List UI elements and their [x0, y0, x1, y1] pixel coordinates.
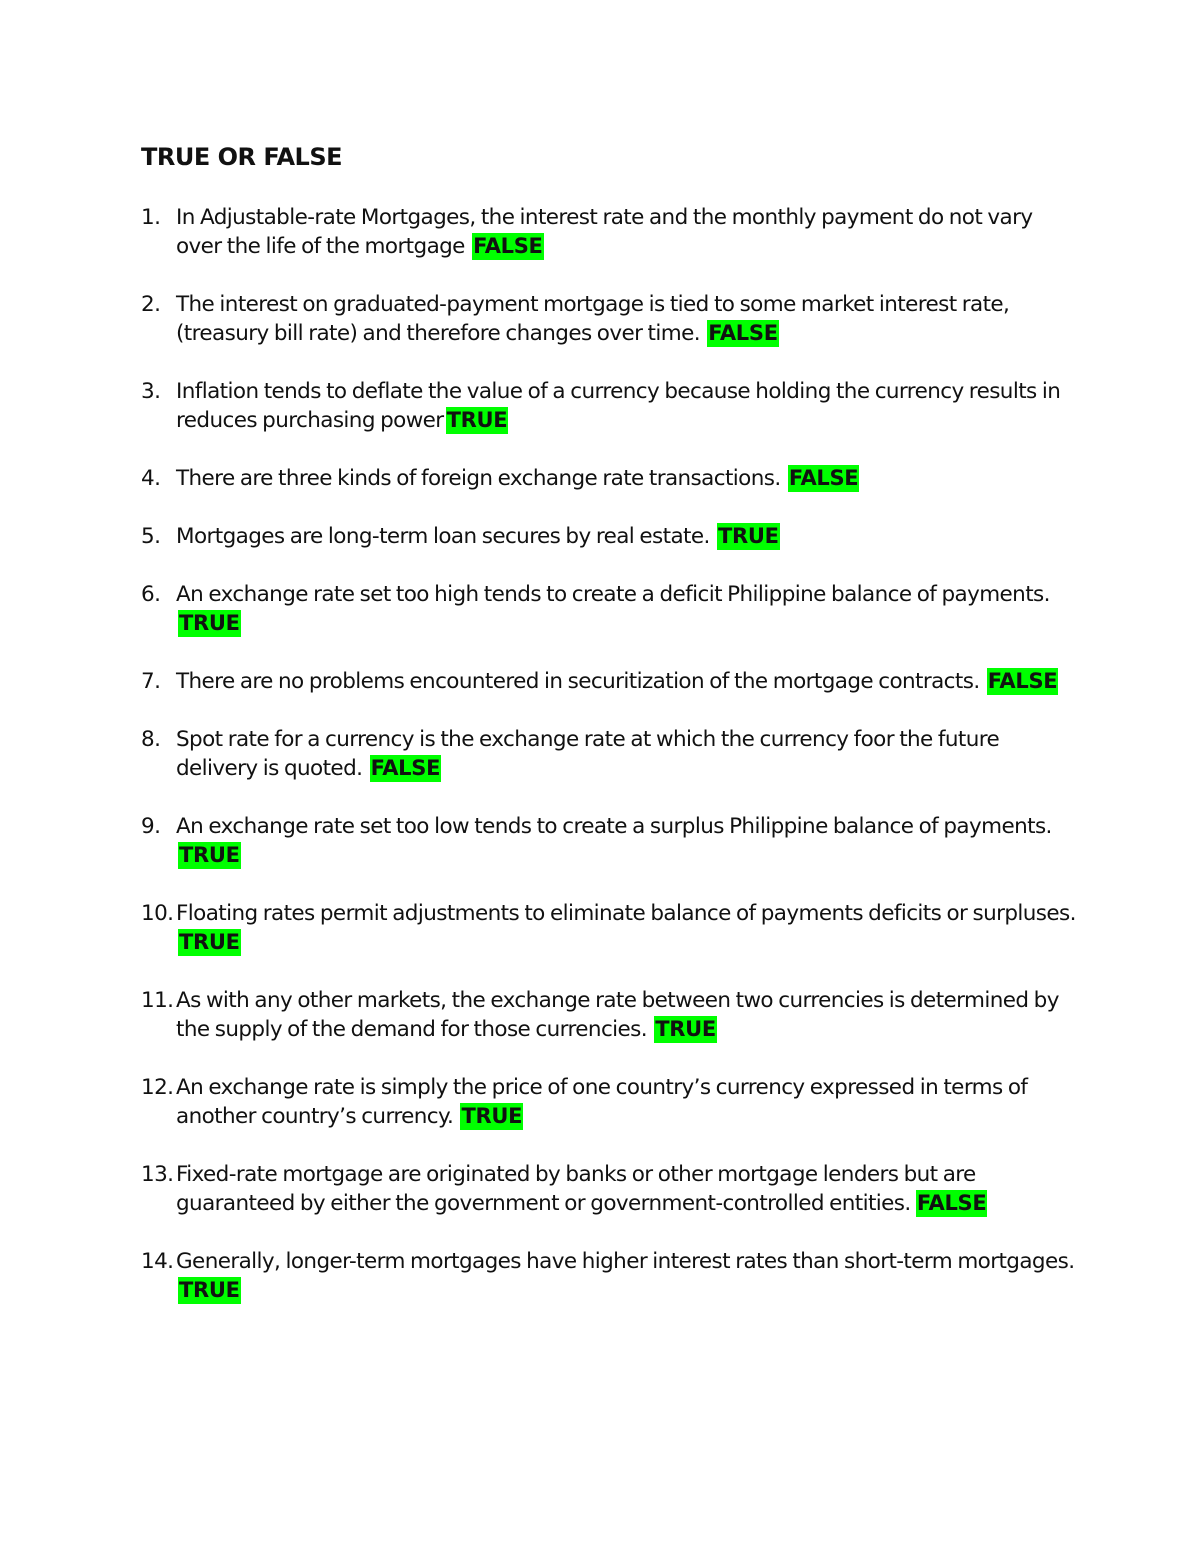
question-number: 9.: [141, 814, 161, 839]
question-number: 2.: [141, 292, 161, 317]
list-item: [141, 377, 1076, 435]
list-item: [141, 522, 1076, 551]
question-number: 5.: [141, 524, 161, 549]
list-item: [141, 1160, 1076, 1218]
question-number: 3.: [141, 379, 161, 404]
answer-badge: FALSE: [473, 234, 543, 258]
question-number: 11.: [141, 988, 174, 1013]
question-number: 8.: [141, 727, 161, 752]
list-item: [141, 725, 1076, 783]
answer-badge: TRUE: [717, 524, 779, 548]
answer-badge: FALSE: [987, 669, 1058, 693]
question-text: In Adjustable-rate Mortgages, the interest rate and the monthly payment do not vary over the life of the mortgage: [176, 205, 1033, 259]
list-item: [141, 290, 1076, 348]
answer-badge: TRUE: [446, 408, 508, 432]
answer-badge: TRUE: [179, 930, 240, 954]
answer-badge: TRUE: [179, 1278, 240, 1302]
answer-badge: FALSE: [788, 466, 859, 490]
question-number: 7.: [141, 669, 161, 694]
question-text: The interest on graduated-payment mortgage is tied to some market interest rate, (treasury bill rate) and therefore changes over time.: [176, 292, 1010, 346]
question-text: Mortgages are long-term loan secures by real estate.: [176, 524, 710, 549]
list-item: [141, 464, 1076, 493]
page-title: TRUE OR FALSE: [141, 143, 343, 171]
list-item: [141, 1073, 1076, 1131]
question-number: 13.: [141, 1162, 174, 1187]
answer-badge: FALSE: [916, 1191, 987, 1215]
question-number: 6.: [141, 582, 161, 607]
question-text: An exchange rate is simply the price of one country’s currency expressed in terms of another country’s currency.: [176, 1075, 1028, 1129]
question-text: Spot rate for a currency is the exchange rate at which the currency foor the future delivery is quoted.: [176, 727, 1000, 781]
question-text: An exchange rate set too low tends to create a surplus Philippine balance of payments.: [176, 814, 1052, 839]
answer-badge: TRUE: [655, 1017, 716, 1041]
question-text: There are no problems encountered in securitization of the mortgage contracts.: [176, 669, 980, 694]
question-list: [141, 203, 1076, 1334]
question-number: 1.: [141, 205, 161, 230]
question-number: 4.: [141, 466, 161, 491]
question-text: Floating rates permit adjustments to eliminate balance of payments deficits or surpluses.: [176, 901, 1076, 926]
answer-badge: TRUE: [179, 843, 240, 867]
list-item: [141, 203, 1076, 261]
list-item: [141, 812, 1076, 870]
list-item: [141, 1247, 1076, 1305]
list-item: [141, 580, 1076, 638]
question-text: Fixed-rate mortgage are originated by banks or other mortgage lenders but are guaranteed by either the government or government-controlled entities.: [176, 1162, 976, 1216]
answer-badge: TRUE: [461, 1104, 523, 1128]
question-text: An exchange rate set too high tends to create a deficit Philippine balance of payments.: [176, 582, 1050, 607]
list-item: [141, 667, 1076, 696]
question-number: 12.: [141, 1075, 174, 1100]
answer-badge: TRUE: [179, 611, 240, 635]
question-number: 10.: [141, 901, 174, 926]
list-item: [141, 986, 1076, 1044]
answer-badge: FALSE: [370, 756, 441, 780]
question-text: As with any other markets, the exchange rate between two currencies is determined by the supply of the demand for those currencies.: [176, 988, 1059, 1042]
answer-badge: FALSE: [708, 321, 778, 345]
question-number: 14.: [141, 1249, 174, 1274]
question-text: There are three kinds of foreign exchange rate transactions.: [176, 466, 781, 491]
list-item: [141, 899, 1076, 957]
question-text: Generally, longer-term mortgages have higher interest rates than short-term mortgages.: [176, 1249, 1075, 1274]
question-text: Inflation tends to deflate the value of a currency because holding the currency results in reduces purchasing power: [176, 379, 1061, 433]
